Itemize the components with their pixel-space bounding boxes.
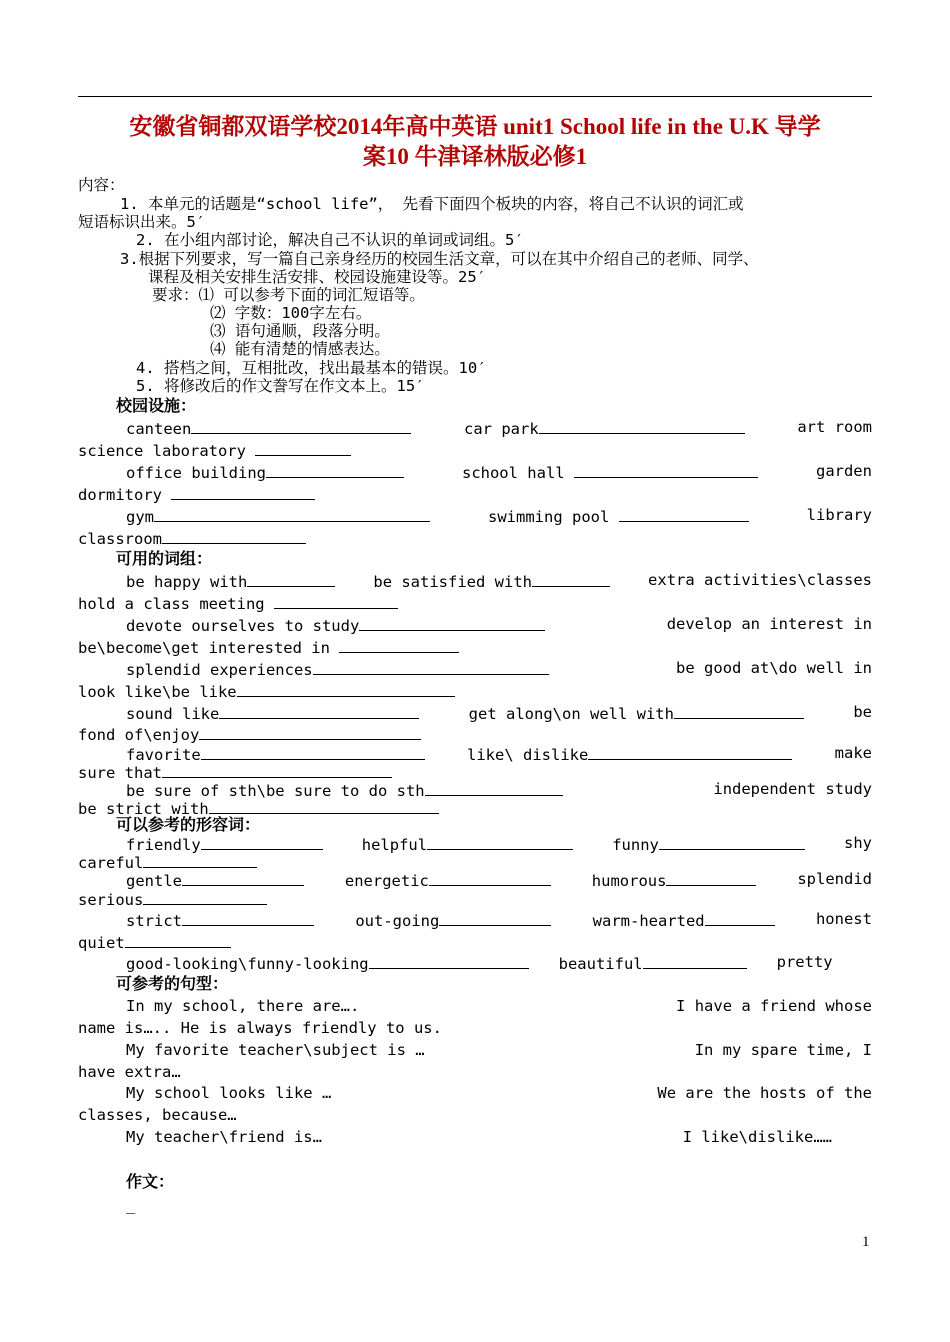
phrase-16: like\ dislike: [467, 746, 589, 764]
step-1-line-b: 短语标识出来。5′: [78, 213, 206, 231]
phrase-19: be sure of sth\be sure to do sth: [126, 782, 425, 800]
step-2: 2. 在小组内部讨论，解决自己不认识的单词或词组。5′: [136, 231, 524, 249]
blank-office[interactable]: [574, 462, 758, 478]
blank-adj-7[interactable]: [666, 870, 756, 886]
adjectives-row-3: [126, 910, 872, 931]
facilities-row-3b: [78, 528, 306, 549]
phrase-11: sound like: [126, 705, 220, 723]
adj-out-going: out-going: [355, 912, 440, 930]
blank-phrase-10[interactable]: [199, 724, 421, 740]
adj-careful: careful: [78, 854, 144, 872]
phrase-3: extra activities\classes: [648, 571, 872, 589]
requirement-1: 要求：⑴ 可以参考下面的词汇短语等。: [152, 286, 425, 304]
phrase-17: make: [834, 744, 872, 762]
requirement-3: ⑶ 语句通顺，段落分明。: [210, 322, 390, 340]
blank-school-hall[interactable]: [171, 484, 315, 500]
blank-car-park[interactable]: [539, 418, 745, 434]
blank-adj-10[interactable]: [439, 910, 551, 926]
facilities-row-1b: [78, 440, 351, 461]
phrase-9: be good at\do well in: [676, 659, 872, 677]
page-number: 1: [862, 1234, 870, 1250]
term-classroom: classroom: [78, 530, 162, 548]
step-3-line-b: 课程及相关安排生活安排、校园设施建设等。25′: [148, 268, 486, 286]
adj-shy: shy: [843, 834, 872, 852]
sentence-4-cont: have extra…: [78, 1063, 181, 1081]
document-title: [78, 112, 872, 172]
facilities-row-1: [126, 418, 872, 439]
step-1-line-a: 1. 本单元的话题是“school life”， 先看下面四个板块的内容，将自己不认识的词汇或: [120, 195, 744, 213]
term-pool: swimming pool: [488, 508, 610, 526]
facilities-row-3: [126, 506, 872, 527]
blank-science-lab[interactable]: [266, 462, 404, 478]
phrase-14: fond of\enjoy: [78, 726, 200, 744]
sentence-2-cont: name is….. He is always friendly to us.: [78, 1019, 442, 1037]
adj-funny: funny: [612, 836, 659, 854]
adj-beautiful: beautiful: [558, 955, 643, 973]
top-rule: [78, 96, 872, 97]
phrase-2: be satisfied with: [373, 573, 532, 591]
sentence-4: In my spare time, I: [694, 1041, 872, 1059]
blank-phrase-8[interactable]: [219, 703, 419, 719]
term-gym: gym: [126, 508, 154, 526]
title-line-2: 案10 牛津译林版必修1: [362, 144, 588, 169]
section-composition-heading: 作文：: [126, 1172, 175, 1191]
sentence-6: We are the hosts of the: [657, 1084, 872, 1102]
sentence-7: My teacher\friend is…: [126, 1128, 322, 1146]
blank-phrase-13[interactable]: [162, 762, 392, 778]
term-car-park: car park: [464, 420, 539, 438]
section-adjectives-heading: 可以参考的形容词：: [116, 815, 261, 834]
term-dormitory: dormitory: [78, 486, 162, 504]
phrases-row-1: [126, 571, 872, 592]
phrase-21: be strict with: [78, 800, 209, 818]
step-3-line-a: 3.根据下列要求，写一篇自己亲身经历的校园生活文章，可以在其中介绍自己的老师、同学、: [120, 250, 759, 268]
step-4: 4. 搭档之间，互相批改，找出最基本的错误。10′: [136, 359, 487, 377]
adj-gentle: gentle: [126, 872, 182, 890]
sentence-5: My school looks like …: [126, 1084, 332, 1102]
blank-adj-9[interactable]: [182, 910, 314, 926]
blank-phrase-1[interactable]: [247, 571, 335, 587]
adj-humorous: humorous: [591, 872, 667, 890]
phrase-10: look like\be like: [78, 683, 237, 701]
sentence-8: I like\dislike……: [682, 1128, 832, 1146]
sentence-2: I have a friend whose: [676, 997, 872, 1015]
blank-adj-12[interactable]: [125, 932, 231, 948]
phrases-row-4: [126, 703, 872, 724]
phrases-row-1b: [78, 593, 398, 614]
facilities-row-2b: [78, 484, 315, 505]
phrases-row-4b: [78, 724, 421, 745]
adj-strict: strict: [126, 912, 182, 930]
blank-phrase-2[interactable]: [532, 571, 610, 587]
blank-adj-8[interactable]: [143, 889, 267, 905]
blank-phrase-12[interactable]: [588, 744, 792, 760]
phrases-row-2: [126, 615, 872, 636]
term-art-room: art room: [797, 418, 872, 436]
phrase-1: be happy with: [126, 573, 248, 591]
adj-good-looking: good-looking\funny-looking: [126, 955, 369, 973]
adjectives-row-2b: [78, 889, 267, 910]
phrase-8: splendid experiences: [126, 661, 313, 679]
sentences-row-2: [126, 1041, 872, 1060]
blank-art-room[interactable]: [255, 440, 351, 456]
requirement-4: ⑷ 能有清楚的情感表达。: [210, 340, 390, 358]
phrase-13: be: [853, 703, 872, 721]
term-science-lab: science laboratory: [78, 442, 246, 460]
phrase-4: hold a class meeting: [78, 595, 265, 613]
blank-canteen[interactable]: [191, 418, 411, 434]
blank-adj-3[interactable]: [659, 834, 805, 850]
blank-phrase-6[interactable]: [313, 659, 549, 675]
phrase-6: develop an interest in: [666, 615, 872, 633]
adj-serious: serious: [78, 891, 144, 909]
phrase-20: independent study: [713, 780, 872, 798]
sentences-row-3: [126, 1084, 872, 1103]
sentences-row-4: [126, 1128, 832, 1147]
section-facilities-heading: 校园设施：: [116, 396, 197, 415]
blank-gym[interactable]: [162, 528, 306, 544]
blank-garden[interactable]: [154, 506, 430, 522]
sentence-3: My favorite teacher\subject is …: [126, 1041, 425, 1059]
term-school-hall: school hall: [461, 464, 565, 482]
phrase-18: sure that: [78, 764, 162, 782]
phrase-12: get along\on well with: [468, 705, 674, 723]
blank-phrase-11[interactable]: [201, 744, 425, 760]
phrase-7: be\become\get interested in: [78, 639, 330, 657]
section-phrases-heading: 可用的词组：: [116, 549, 213, 568]
section-sentences-heading: 可参考的句型：: [116, 974, 229, 993]
blank-adj-4[interactable]: [143, 852, 257, 868]
sentences-row-1: [126, 997, 872, 1016]
blank-phrase-15[interactable]: [209, 798, 439, 814]
term-office: office building: [126, 464, 266, 482]
blank-adj-2[interactable]: [427, 834, 573, 850]
phrases-row-2b: [78, 637, 459, 658]
content-label: 内容：: [78, 176, 125, 194]
requirement-2: ⑵ 字数：100字左右。: [210, 304, 372, 322]
adjectives-row-3b: [78, 932, 231, 953]
sentence-6-cont: classes, because…: [78, 1106, 237, 1124]
adjectives-row-4: [126, 953, 872, 974]
term-garden: garden: [815, 462, 872, 480]
composition-line[interactable]: _: [126, 1196, 136, 1214]
adj-friendly: friendly: [126, 836, 201, 854]
blank-dormitory[interactable]: [619, 506, 749, 522]
blank-phrase-4[interactable]: [359, 615, 545, 631]
phrases-row-3: [126, 659, 872, 680]
facilities-row-2: [126, 462, 872, 483]
blank-phrase-9[interactable]: [674, 703, 804, 719]
adjectives-row-2: [126, 870, 872, 891]
adj-warm-hearted: warm-hearted: [592, 912, 705, 930]
title-line-1: 安徽省铜都双语学校2014年高中英语 unit1 School life in the U.K 导学: [129, 114, 821, 139]
phrase-5: devote ourselves to study: [126, 617, 360, 635]
phrase-15: favorite: [126, 746, 201, 764]
blank-adj-1[interactable]: [201, 834, 323, 850]
adj-pretty: pretty: [776, 953, 833, 971]
term-library: library: [806, 506, 872, 524]
blank-phrase-3[interactable]: [274, 593, 398, 609]
blank-adj-6[interactable]: [429, 870, 551, 886]
phrases-row-3b: [78, 681, 455, 702]
adj-energetic: energetic: [344, 872, 429, 890]
sentence-1: In my school, there are….: [126, 997, 360, 1015]
blank-phrase-7[interactable]: [237, 681, 455, 697]
blank-adj-11[interactable]: [705, 910, 775, 926]
adj-splendid: splendid: [797, 870, 872, 888]
adj-honest: honest: [815, 910, 872, 928]
blank-adj-5[interactable]: [182, 870, 304, 886]
blank-phrase-14[interactable]: [425, 780, 563, 796]
step-5: 5. 将修改后的作文誊写在作文本上。15′: [136, 377, 425, 395]
adj-quiet: quiet: [78, 934, 125, 952]
blank-adj-14[interactable]: [643, 953, 747, 969]
term-canteen: canteen: [126, 420, 192, 438]
blank-adj-13[interactable]: [369, 953, 529, 969]
adj-helpful: helpful: [361, 836, 428, 854]
blank-phrase-5[interactable]: [339, 637, 459, 653]
